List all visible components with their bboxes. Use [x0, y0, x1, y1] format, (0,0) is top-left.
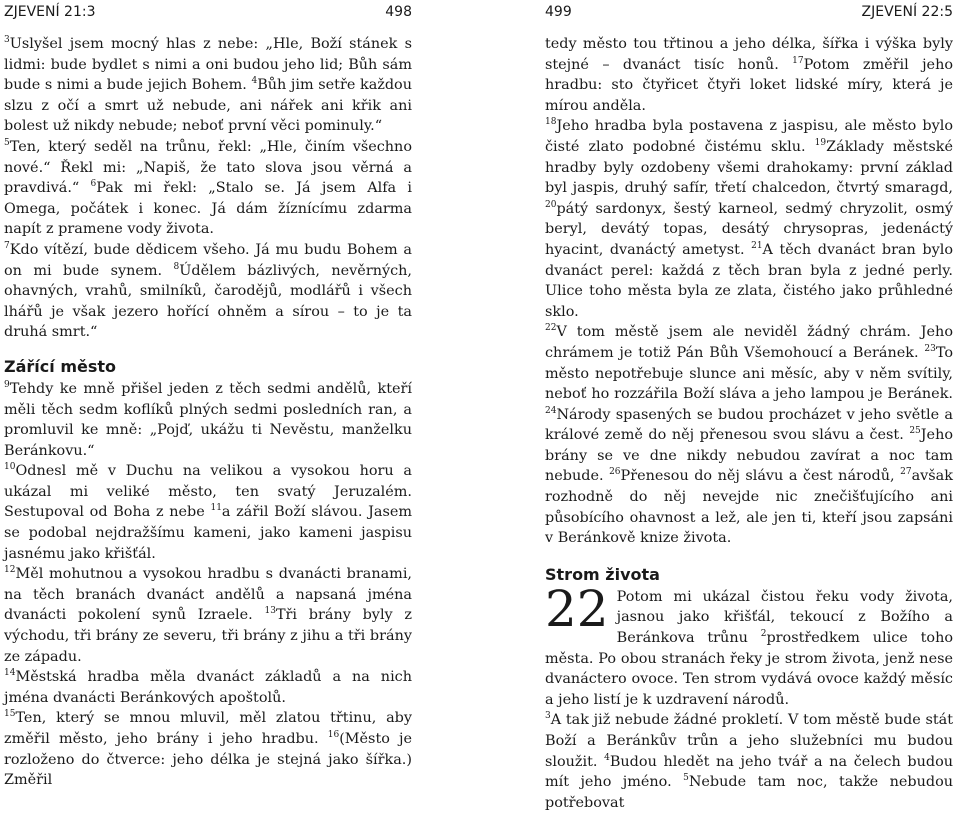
verse-number: 15: [4, 709, 16, 720]
verse-text: Přenesou do něj slávu a čest národů,: [620, 468, 901, 485]
left-header-reference: ZJEVENÍ 21:3: [4, 4, 96, 20]
verse-number: 13: [264, 606, 276, 617]
verse-text: Pak mi řekl: „Stalo se. Já jsem Alfa i Omega, počátek i konec. Já dám žíznícímu zdarma napít z pramene vody života.: [4, 180, 412, 238]
verse-text: Jeho brány se ve dne nikdy nebudou zavírat a noc tam nebude.: [545, 427, 953, 485]
paragraph: [4, 708, 412, 790]
verse-number: 9: [4, 380, 10, 391]
verse-number: 16: [327, 730, 340, 741]
paragraph: [4, 34, 412, 137]
verse-number: 21: [751, 241, 763, 252]
paragraph: [4, 379, 412, 461]
paragraph: [4, 564, 412, 667]
verse-number: 4: [251, 76, 258, 87]
left-running-head: [4, 2, 412, 22]
verse-text: Bůh jim setře každou slzu z očí a smrt už nebude, ani nářek ani křik ani bolest už nikdy nebude; neboť první věci pominuly.“: [4, 77, 412, 135]
right-page-body: [545, 34, 953, 813]
right-running-head: [545, 2, 953, 22]
verse-number: 18: [545, 117, 557, 128]
right-page-number: 499: [545, 4, 572, 20]
verse-number: 2: [760, 629, 767, 640]
verse-text: Odnesl mě v Duchu na velikou a vysokou horu a ukázal mi veliké město, ten svatý Jeruzalém. Sestupoval od Boha z nebe: [4, 463, 412, 521]
verse-number: 24: [545, 405, 557, 416]
verse-text: Potom změřil jeho hradbu: sto čtyřicet čtyři loket lidské míry, která je mírou anděla.: [545, 56, 953, 114]
paragraph: [4, 137, 412, 240]
verse-text: Budou hledět na jeho tvář a na čelech budou mít jeho jméno.: [545, 753, 954, 791]
verse-number: 19: [814, 138, 827, 149]
verse-text: Nebude tam noc, takže nebudou potřebovat: [545, 774, 953, 811]
verse-number: 3: [545, 711, 551, 722]
left-page-body: [4, 34, 412, 791]
verse-text: Ten, který se mnou mluvil, měl zlatou třtinu, aby změřil město, jeho brány i jeho hradbu.: [4, 710, 412, 747]
verse-number: 4: [604, 752, 610, 763]
paragraph: [545, 34, 953, 116]
verse-text: Tři brány byly z východu, tři brány ze severu, tři brány z jihu a tři brány ze západu.: [4, 607, 413, 665]
verse-text: Kdo vítězí, bude dědicem všeho. Já mu budu Bohem a on mi bude synem.: [4, 241, 412, 279]
left-page: [4, 0, 412, 791]
verse-number: 8: [173, 261, 180, 272]
verse-number: 5: [4, 138, 10, 149]
paragraph: [4, 667, 412, 708]
verse-text: avšak rozhodně do něj nevejde nic znečišťujícího ani působícího ohavnost a lež, ale jen ti, kteří jsou zapsáni v Beránkově knize života.: [545, 468, 953, 547]
verse-number: 26: [609, 467, 621, 478]
verse-text: Národy spasených se budou procházet v jeho světle a králové země do něj přenesou svou slávu a čest.: [545, 406, 953, 444]
verse-number: 5: [683, 773, 689, 784]
left-page-number: 498: [385, 4, 412, 20]
verse-number: 12: [4, 565, 16, 576]
verse-text: A tak již nebude žádné prokletí. V tom městě bude stát Boží a Beránkův trůn a jeho služebníci mu budou sloužit.: [545, 712, 953, 770]
right-header-reference: ZJEVENÍ 22:5: [861, 4, 953, 20]
verse-text: Měl mohutnou a vysokou hradbu s dvanácti branami, na těch branách dvanáct andělů a napsaná jména dvanácti pokolení synů Izraele.: [4, 566, 412, 624]
paragraph: [4, 461, 412, 564]
verse-text: Městská hradba měla dvanáct základů a na nich jména dvanácti Beránkových apoštolů.: [4, 669, 412, 706]
verse-number: 11: [210, 503, 222, 514]
verse-number: 25: [909, 426, 921, 437]
verse-number: 20: [545, 199, 557, 210]
left-paragraphs: [4, 34, 412, 343]
verse-text: Základy městské hradby byly ozdobeny všemi drahokamy: první základ byl jaspis, druhý safír, třetí chalcedon, čtvrtý smaragd,: [545, 138, 953, 197]
verse-text: pátý sardonyx, šestý karneol, sedmý chryzolit, osmý beryl, devátý topas, desátý chrysopras, jedenáctý hyacint, dvanáctý ametyst.: [545, 200, 953, 258]
verse-text: Ten, který seděl na trůnu, řekl: „Hle, činím všechno nové.“ Řekl mi: „Napiš, že tato slova jsou věrná a pravdivá.“: [4, 138, 412, 197]
verse-number: 7: [4, 241, 10, 252]
right-paragraphs: [545, 34, 953, 549]
paragraph: [545, 116, 953, 322]
verse-text: prostředkem ulice toho města. Po obou stranách řeky je strom života, jenž nese dvanáctero ovoce. Ten strom vydává ovoce každý měsíc a jeho listí je k uzdravení národů.: [545, 630, 953, 708]
verse-number: 14: [4, 668, 16, 679]
verse-text: Jeho hradba byla postavena z jaspisu, ale město bylo čisté zlato podobné čistému sklu.: [545, 118, 953, 155]
paragraph: [545, 710, 953, 813]
verse-text: V tom městě jsem ale neviděl žádný chrám. Jeho chrámem je totiž Pán Bůh Všemohoucí a Beránek.: [545, 324, 953, 361]
verse-text: Tehdy ke mně přišel jeden z těch sedmi andělů, kteří měli těch sedm koflíků plných sedmi posledních ran, a promluvil ke mně: „Pojď, ukážu ti Nevěstu, manželku Beránkovu.“: [4, 380, 412, 459]
verse-number: 3: [4, 35, 10, 46]
verse-text: A těch dvanáct bran bylo dvanáct perel: každá z těch bran byla z jedné perly. Ulice toho města byla ze zlata, čistého jako průhledné sklo.: [545, 241, 953, 320]
paragraph: [4, 240, 412, 343]
verse-number: 17: [792, 55, 804, 66]
section-title: Zářící město: [4, 356, 116, 376]
verse-number: 22: [545, 323, 557, 334]
section-title: Strom života: [545, 564, 660, 584]
chapter-number: 22: [545, 579, 609, 638]
verse-text: (Město je rozloženo do čtverce: jeho délka je stejná jako šířka.) Změřil: [4, 731, 412, 789]
verse-text: Uslyšel jsem mocný hlas z nebe: „Hle, Boží stánek s lidmi: bude bydlet s nimi a oni budou jeho lid; Bůh sám bude s nimi a bude jejich Bohem.: [4, 36, 412, 94]
paragraph: [545, 322, 953, 549]
verse-number: 23: [924, 344, 936, 355]
verse-number: 6: [90, 179, 97, 190]
verse-text: a zářil Boží slávou. Jasem se podobal nejdražšímu kameni, jako kameni jaspisu jasnému jako křišťál.: [4, 504, 412, 562]
verse-number: 10: [4, 462, 16, 473]
right-page: [545, 0, 953, 813]
verse-number: 27: [900, 467, 912, 478]
verse-text: Údělem bázlivých, nevěrných, ohavných, vrahů, smilníků, čarodějů, modlářů i všech lhářů je však jezero hořící ohněm a sírou – to je ta druhá smrt.“: [4, 262, 412, 341]
verse-text: tedy město tou třtinou a jeho délka, šířka i výška byly stejné – dvanáct tisíc honů.: [545, 36, 953, 73]
verse-text: To město nepotřebuje slunce ani měsíc, aby v něm svítily, neboť ho rozzářila Boží sláva a jeho lampou je Beránek.: [545, 344, 953, 403]
left-paragraphs-after: [4, 379, 412, 791]
verse-text: Potom mi ukázal čistou řeku vody života, jasnou jako křišťál, tekoucí z Božího a Beránkova trůnu: [616, 588, 953, 647]
